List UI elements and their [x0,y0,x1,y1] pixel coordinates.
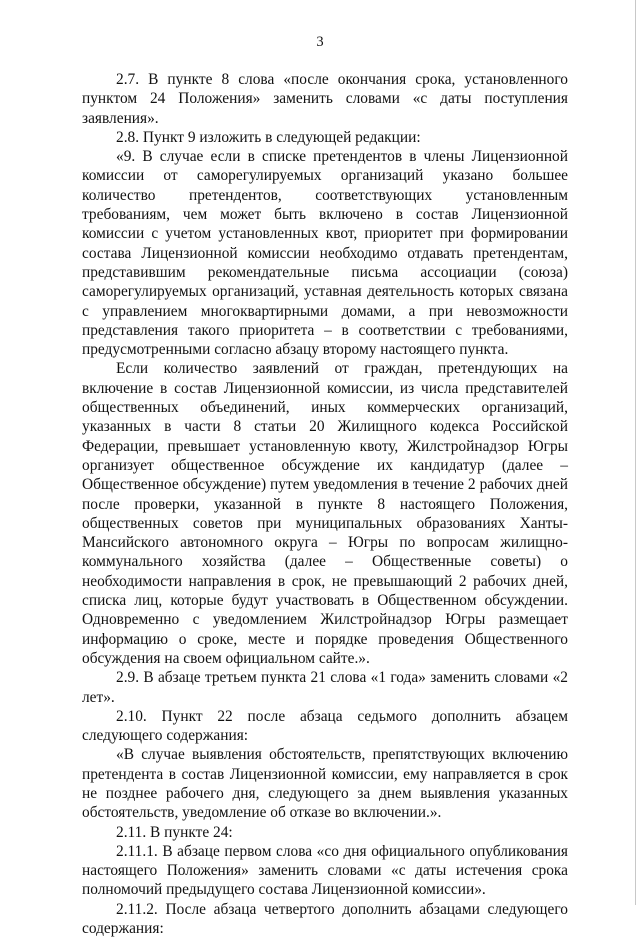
paragraph-2-9: 2.9. В абзаце третьем пункта 21 слова «1 года» заменить словами «2 лет». [82,669,568,706]
paragraph-2-10: 2.10. Пункт 22 после абзаца седьмого дополнить абзацем следующего содержания: [82,707,568,745]
paragraph-2-11-1: 2.11.1. В абзаце первом слова «со дня официального опубликования настоящего Положения» заменить словами «с даты истечения срока полномочий предыдущего состава Лицензионной комиссии». [82,842,568,899]
paragraph-quote-9: «9. В случае если в списке претендентов в члены Лицензионной комиссии от саморегулируемых организаций указано большее количество претендентов, соответствующих установленным требованиям, чем может быть включено в состав Лицензионной комиссии с учетом установленных квот, приоритет при формировании состава Лицензионной комиссии необходимо отдавать претендентам, представившим рекомендательные письма ассоциации (союза) саморегулируемых организаций, уставная деятельность которых связана с управлением многоквартирными домами, а при невозможности представления такого приоритета – в соответствии с требованиями, предусмотренными согласно абзацу второму настоящего пункта. [82,148,568,359]
paragraph-quote-9-second: Если количество заявлений от граждан, претендующих на включение в состав Лицензионной комиссии, из числа представителей общественных объединений, иных коммерческих организаций, указанных в части 8 статьи 20 Жилищного кодекса Российской Федерации, превышает установленную квоту, Жилстройнадзор Югры организует общественное обсуждение их кандидатур (далее – Общественное обсуждение) путем уведомления в течение 2 рабочих дней после проверки, указанной в пункте 8 настоящего Положения, общественных советов при муниципальных образованиях Ханты-Мансийского автономного округа – Югры по вопросам жилищно-коммунального хозяйства (далее – Общественные советы) о необходимости направления в срок, не превышающий 2 рабочих дней, списка лиц, которые будут участвовать в Общественном обсуждении. Одновременно с уведомлением Жилстройнадзор Югры размещает информацию о сроке, месте и порядке проведения Общественного обсуждения на своем официальном сайте.». [82,360,568,667]
paragraph-2-8: 2.8. Пункт 9 изложить в следующей редакции: [116,128,421,146]
page-edge-line [635,0,636,905]
paragraph-2-11: 2.11. В пункте 24: [116,823,233,841]
document-body [82,70,568,938]
paragraph-2-11-2: 2.11.2. После абзаца четвертого дополнить абзацами следующего содержания: [82,900,568,938]
paragraph-2-7: 2.7. В пункте 8 слова «после окончания срока, установленного пунктом 24 Положения» заменить словами «с даты поступления заявления». [82,71,568,127]
paragraph-quote-22: «В случае выявления обстоятельств, препятствующих включению претендента в состав Лицензионной комиссии, ему направляется в срок не позднее рабочего дня, следующего за днем выявления указанных обстоятельств, уведомление об отказе во включении.». [82,746,568,822]
page-number: 3 [316,34,324,50]
